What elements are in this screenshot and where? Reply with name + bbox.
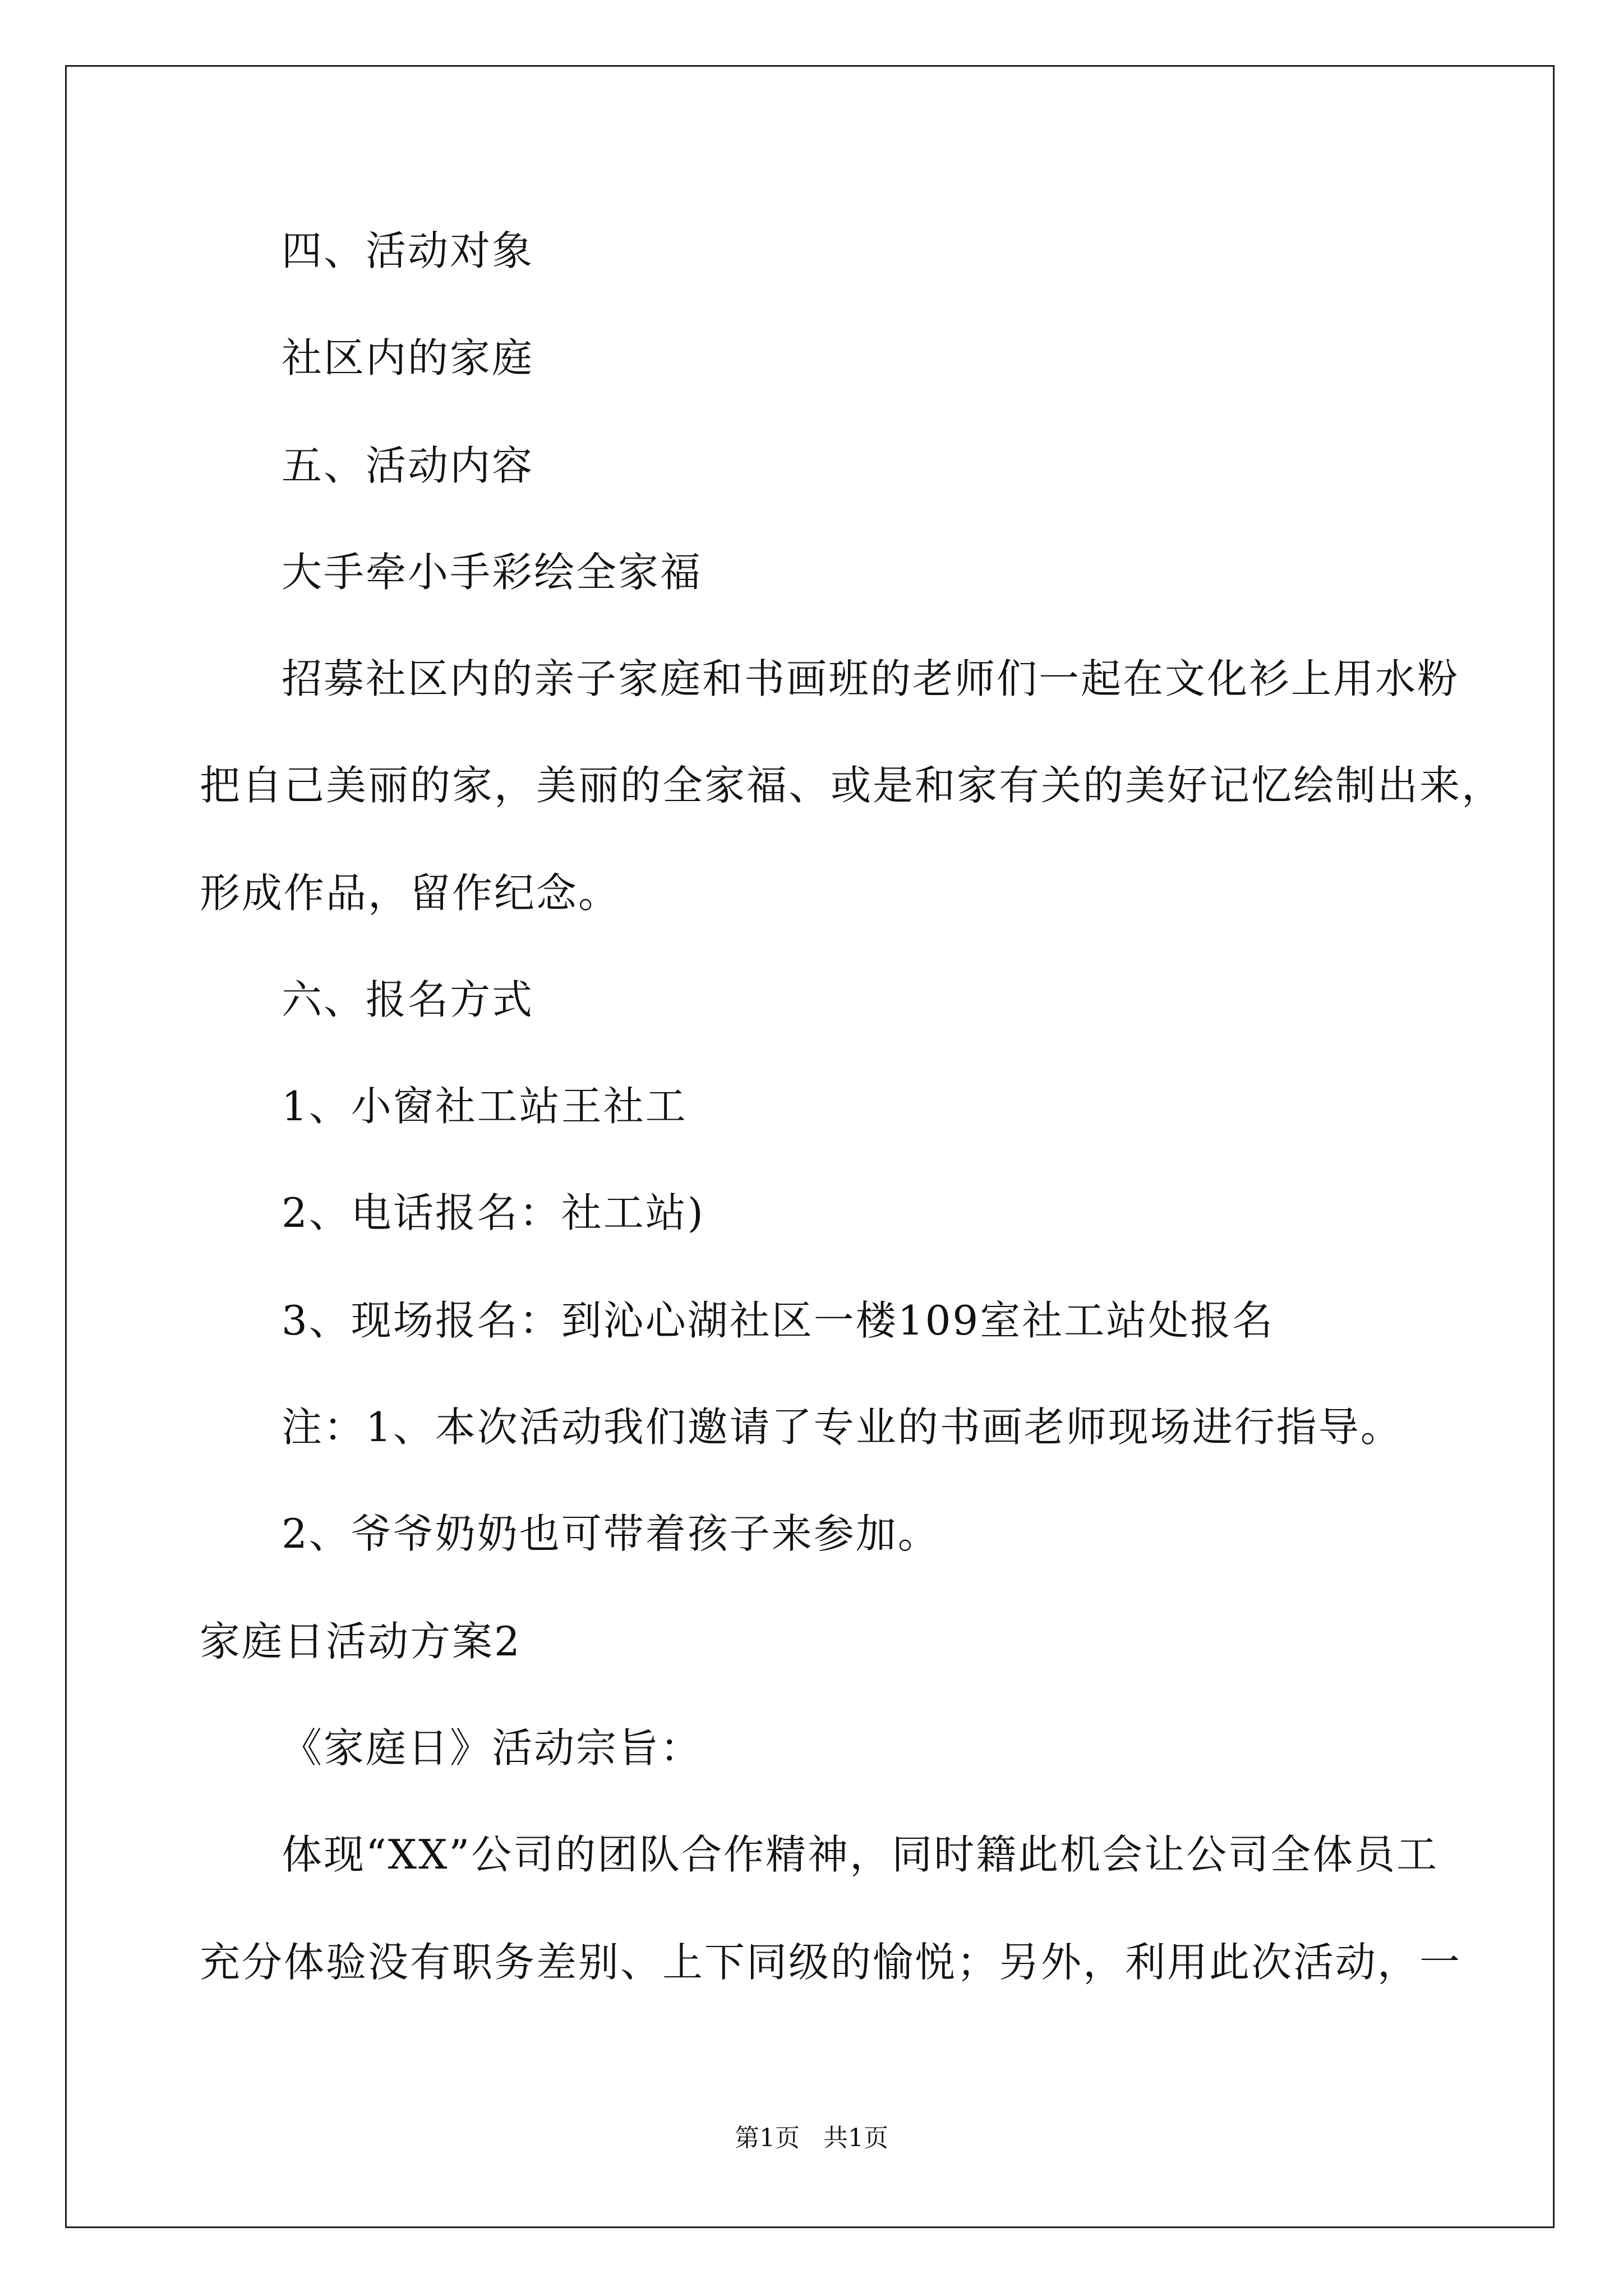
page-footer: 第1页 共1页 — [735, 2124, 888, 2152]
list-item: 1、小窗社工站王社工 — [282, 1083, 688, 1130]
section-heading-signup: 六、报名方式 — [282, 976, 534, 1023]
paragraph-line: 形成作品，留作纪念。 — [200, 869, 621, 917]
note-line: 2、爷爷奶奶也可带着孩子来参加。 — [282, 1510, 940, 1557]
paragraph-target: 社区内的家庭 — [282, 334, 534, 381]
document-subtitle: 家庭日活动方案2 — [200, 1618, 522, 1665]
note-line: 注：1、本次活动我们邀请了专业的书画老师现场进行指导。 — [282, 1404, 1403, 1451]
paragraph-activity-title: 大手牵小手彩绘全家福 — [282, 549, 703, 596]
paragraph-line: 体现“XX”公司的团队合作精神，同时籍此机会让公司全体员工 — [282, 1831, 1439, 1878]
paragraph-line: 充分体验没有职务差别、上下同级的愉悦；另外，利用此次活动，一 — [200, 1939, 1462, 1986]
section-heading-target: 四、活动对象 — [282, 227, 534, 274]
list-item: 2、电话报名：社工站) — [282, 1189, 705, 1236]
section-heading-content: 五、活动内容 — [282, 442, 534, 489]
paragraph-line: 把自己美丽的家，美丽的全家福、或是和家有关的美好记忆绘制出来， — [200, 762, 1504, 809]
section-heading-purpose: 《家庭日》活动宗旨： — [282, 1724, 703, 1772]
paragraph-line: 招募社区内的亲子家庭和书画班的老师们一起在文化衫上用水粉 — [282, 655, 1460, 702]
list-item: 3、现场报名：到沁心湖社区一楼109室社工站处报名 — [282, 1297, 1275, 1344]
page-border — [65, 65, 1555, 2228]
